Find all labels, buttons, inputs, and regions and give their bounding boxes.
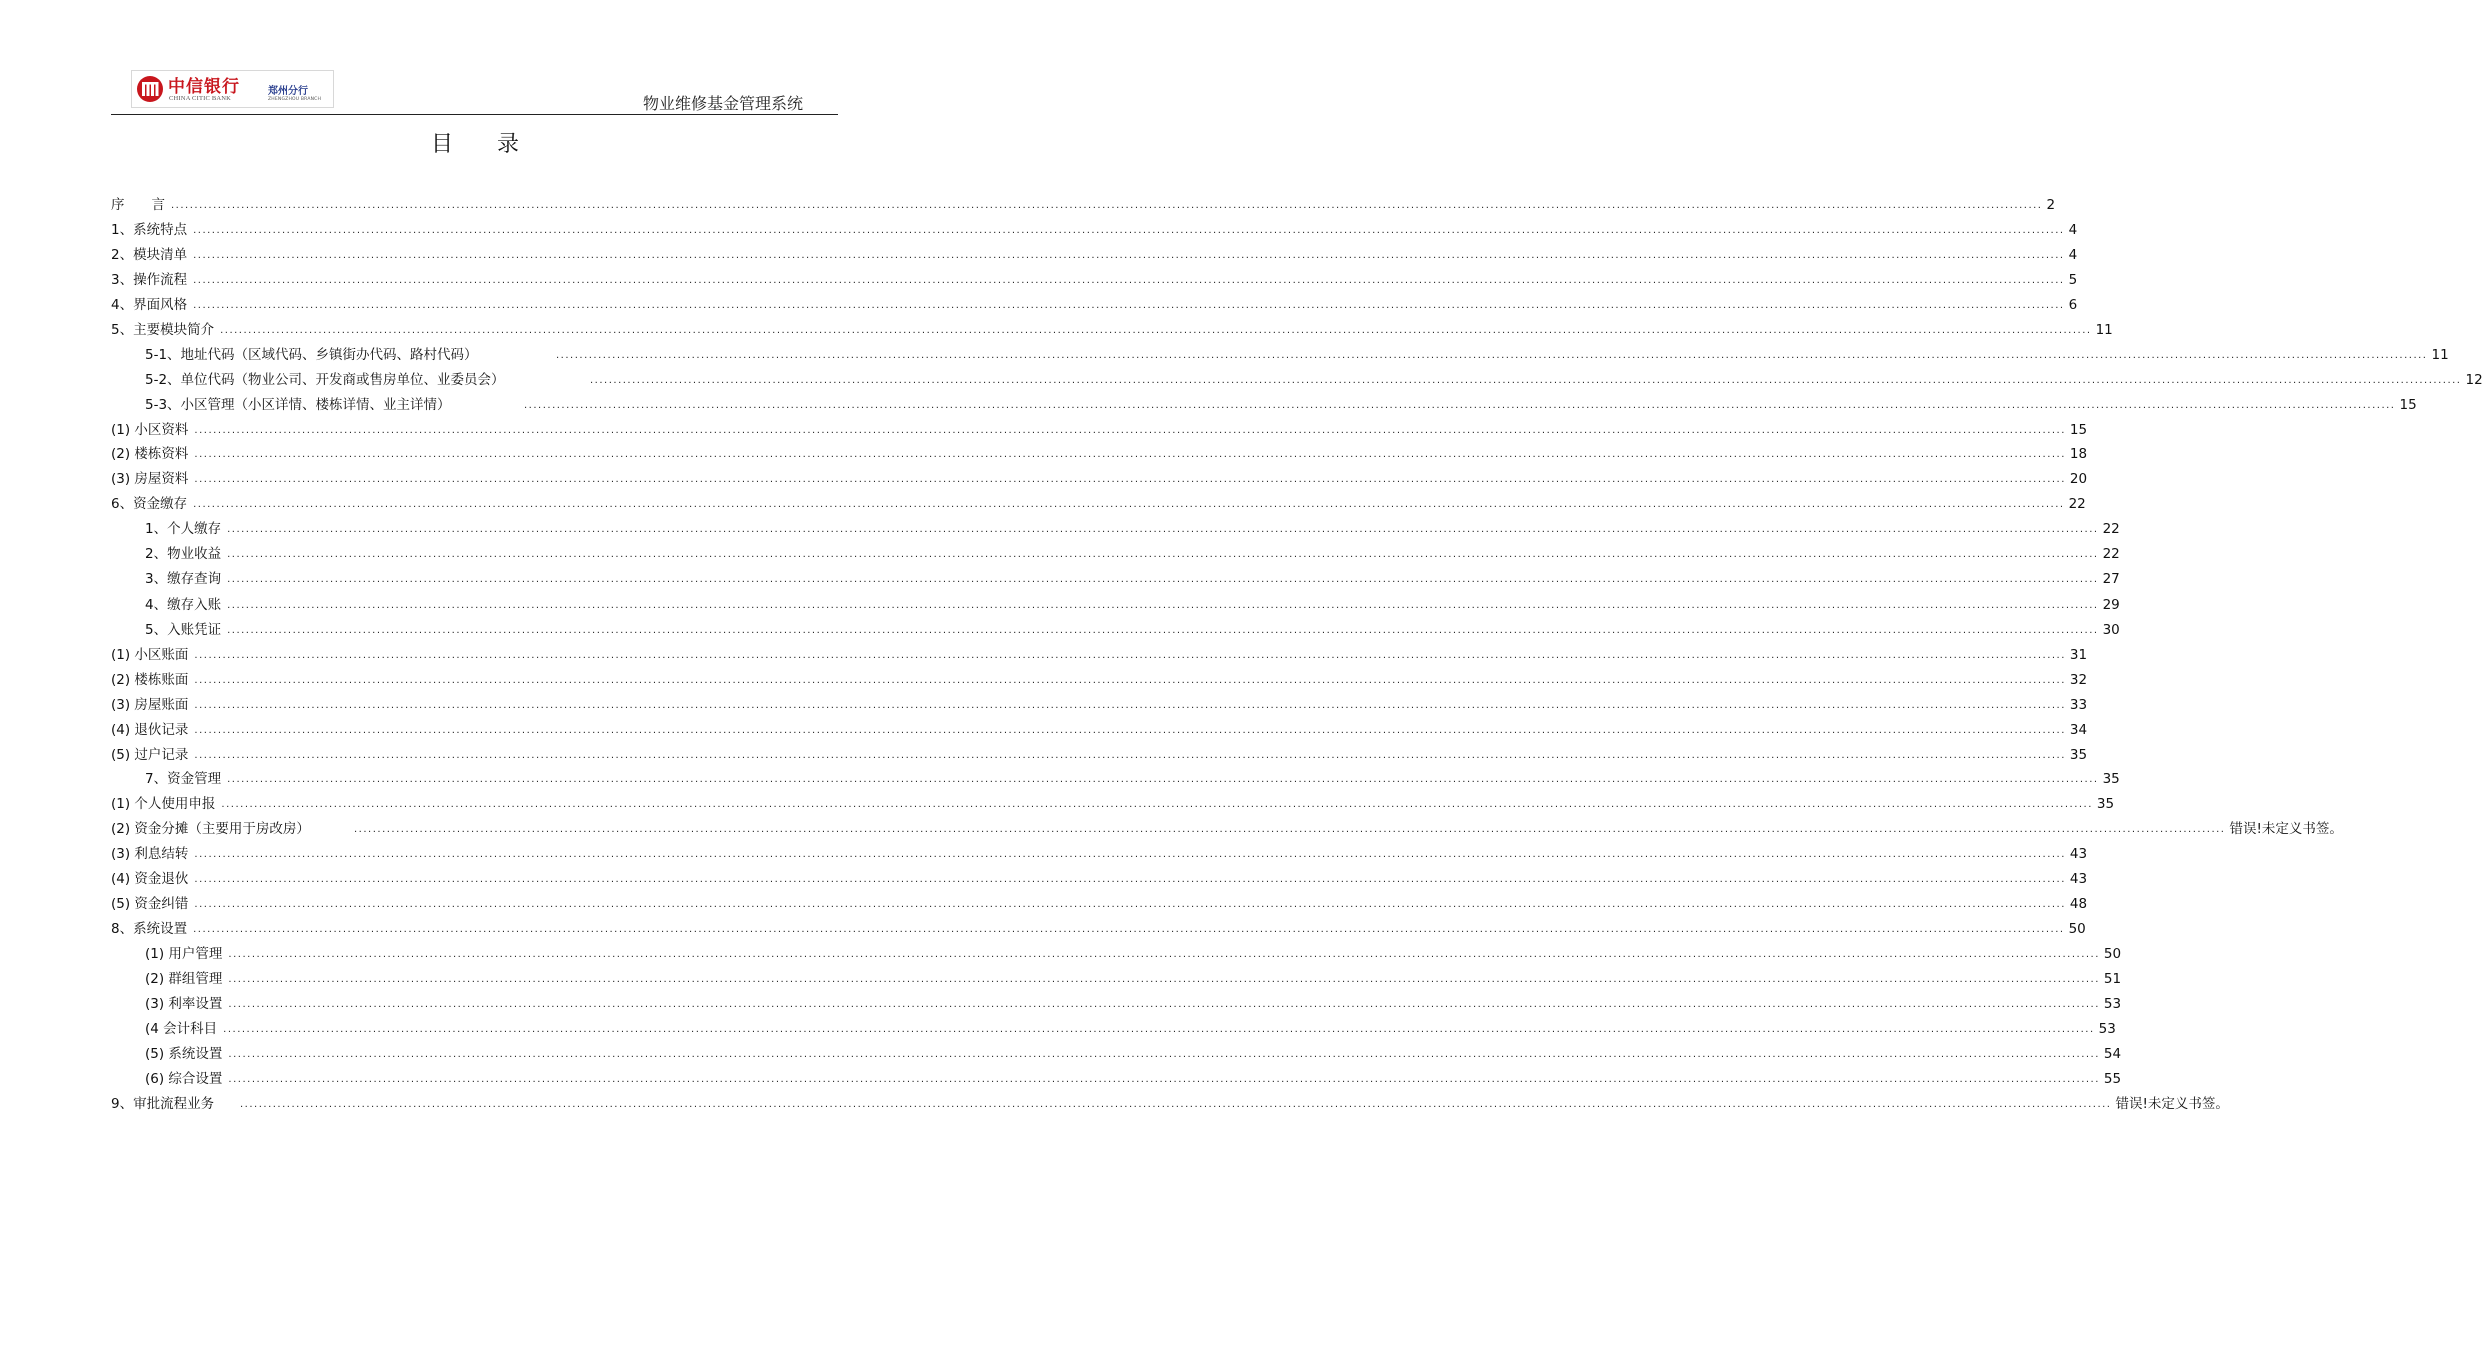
toc-entry-label: (3) 利率设置: [145, 996, 223, 1012]
toc-page-number: 53: [2103, 996, 2122, 1012]
toc-entry-label: 5-3、小区管理（小区详情、楼栋详情、业主详情）: [145, 397, 451, 413]
toc-page-number: 35: [2096, 796, 2115, 812]
toc-dot-leader: ................................................................................................................................................................................................................................................................................................................................................................................................................: [223, 1024, 2095, 1035]
citic-logo-icon: [136, 75, 164, 103]
toc-page-number: 35: [2102, 771, 2120, 787]
toc-entry-label: 6、资金缴存: [111, 496, 188, 512]
toc-page-number: 22: [2068, 496, 2086, 512]
toc-entry-label: 5、主要模块简介: [111, 322, 215, 338]
toc-page-number: 6: [2068, 297, 2078, 313]
toc-dot-leader: ................................................................................................................................................................................................................................................................................................................................................................................................................: [228, 949, 2100, 960]
toc-entry-label: 3、缴存查询: [145, 571, 222, 587]
toc-entry[interactable]: [145, 621, 2120, 639]
toc-entry[interactable]: [111, 221, 2078, 239]
toc-entry-label: (2) 资金分摊（主要用于房改房）: [111, 821, 310, 837]
toc-dot-leader: ................................................................................................................................................................................................................................................................................................................................................................................................................: [227, 524, 2099, 535]
toc-dot-leader: ................................................................................................................................................................................................................................................................................................................................................................................................................: [194, 899, 2066, 910]
toc-entry[interactable]: [145, 995, 2122, 1013]
toc-entry[interactable]: [145, 1070, 2122, 1088]
toc-dot-leader: ................................................................................................................................................................................................................................................................................................................................................................................................................: [193, 225, 2065, 236]
toc-entry-label: 5、入账凭证: [145, 622, 222, 638]
toc-page-number: 22: [2102, 546, 2120, 562]
toc-entry[interactable]: [111, 470, 2088, 488]
toc-page-number: 18: [2069, 446, 2088, 462]
toc-entry[interactable]: [111, 795, 2115, 813]
toc-page-number: 错误!未定义书签。: [2115, 1096, 2229, 1112]
toc-dot-leader: ................................................................................................................................................................................................................................................................................................................................................................................................................: [228, 999, 2100, 1010]
toc-dot-leader: ................................................................................................................................................................................................................................................................................................................................................................................................................: [171, 200, 2043, 211]
toc-entry[interactable]: [111, 820, 2343, 838]
toc-page-number: 32: [2069, 672, 2088, 688]
toc-dot-leader: ................................................................................................................................................................................................................................................................................................................................................................................................................: [194, 675, 2066, 686]
logo-branch-name: 郑州分行: [268, 86, 308, 97]
toc-page-number: 11: [2431, 347, 2449, 363]
toc-page-number: 55: [2103, 1071, 2122, 1087]
toc-entry-label: (2) 群组管理: [145, 971, 223, 987]
toc-page-number: 2: [2046, 197, 2056, 213]
toc-dot-leader: ................................................................................................................................................................................................................................................................................................................................................................................................................: [227, 774, 2099, 785]
toc-page-number: 5: [2068, 272, 2078, 288]
toc-entry[interactable]: [111, 445, 2088, 463]
toc-title: 目录: [430, 132, 563, 157]
toc-entry[interactable]: [111, 321, 2113, 339]
toc-entry[interactable]: [145, 1020, 2116, 1038]
toc-entry-label: (1) 个人使用申报: [111, 796, 216, 812]
toc-page-number: 48: [2069, 896, 2088, 912]
toc-entry[interactable]: [145, 945, 2122, 963]
toc-entry-label: (5) 系统设置: [145, 1046, 223, 1062]
toc-entry-label: 9、审批流程业务: [111, 1096, 215, 1112]
logo-english-name: CHINA CITIC BANK: [169, 95, 232, 102]
toc-dot-leader: ................................................................................................................................................................................................................................................................................................................................................................................................................: [227, 574, 2099, 585]
toc-entry[interactable]: [145, 396, 2417, 414]
toc-page-number: 错误!未定义书签。: [2229, 821, 2343, 837]
toc-dot-leader: ................................................................................................................................................................................................................................................................................................................................................................................................................: [354, 824, 2226, 835]
toc-page-number: 4: [2068, 247, 2078, 263]
toc-entry[interactable]: [111, 246, 2078, 264]
toc-page-number: 15: [2399, 397, 2417, 413]
toc-dot-leader: ................................................................................................................................................................................................................................................................................................................................................................................................................: [220, 325, 2092, 336]
toc-entry-label: (5) 过户记录: [111, 747, 189, 763]
toc-dot-leader: ................................................................................................................................................................................................................................................................................................................................................................................................................: [194, 650, 2066, 661]
toc-page-number: 30: [2102, 622, 2120, 638]
toc-dot-leader: ................................................................................................................................................................................................................................................................................................................................................................................................................: [221, 799, 2093, 810]
toc-entry-label: 1、个人缴存: [145, 521, 222, 537]
logo-chinese-name: 中信银行: [168, 77, 240, 97]
toc-dot-leader: ................................................................................................................................................................................................................................................................................................................................................................................................................: [193, 250, 2065, 261]
bank-logo: [131, 70, 334, 108]
toc-entry-label: 5-2、单位代码（物业公司、开发商或售房单位、业委员会）: [145, 372, 505, 388]
toc-dot-leader: ................................................................................................................................................................................................................................................................................................................................................................................................................: [194, 700, 2066, 711]
toc-entry[interactable]: [145, 545, 2120, 563]
toc-dot-leader: ................................................................................................................................................................................................................................................................................................................................................................................................................: [194, 474, 2066, 485]
toc-dot-leader: ................................................................................................................................................................................................................................................................................................................................................................................................................: [194, 449, 2066, 460]
toc-entry-label: (2) 楼栋资料: [111, 446, 189, 462]
toc-entry[interactable]: [111, 296, 2078, 314]
toc-entry-label: (3) 房屋资料: [111, 471, 189, 487]
toc-page-number: 50: [2103, 946, 2122, 962]
toc-dot-leader: ................................................................................................................................................................................................................................................................................................................................................................................................................: [194, 750, 2066, 761]
toc-page-number: 53: [2098, 1021, 2116, 1037]
toc-entry[interactable]: [111, 696, 2088, 714]
toc-page-number: 11: [2095, 322, 2113, 338]
toc-entry-label: (4) 资金退伙: [111, 871, 189, 887]
toc-dot-leader: ................................................................................................................................................................................................................................................................................................................................................................................................................: [556, 350, 2428, 361]
toc-dot-leader: ................................................................................................................................................................................................................................................................................................................................................................................................................: [240, 1099, 2112, 1110]
toc-entry[interactable]: [145, 520, 2120, 538]
toc-entry[interactable]: [111, 721, 2088, 739]
toc-page-number: 29: [2102, 597, 2120, 613]
toc-dot-leader: ................................................................................................................................................................................................................................................................................................................................................................................................................: [193, 924, 2065, 935]
toc-page-number: 27: [2102, 571, 2120, 587]
toc-page-number: 4: [2068, 222, 2078, 238]
toc-entry-label: (6) 综合设置: [145, 1071, 223, 1087]
toc-dot-leader: ................................................................................................................................................................................................................................................................................................................................................................................................................: [227, 625, 2099, 636]
toc-entry-label: 4、缴存入账: [145, 597, 222, 613]
toc-entry[interactable]: [145, 570, 2120, 588]
toc-entry[interactable]: [145, 371, 2483, 389]
toc-dot-leader: ................................................................................................................................................................................................................................................................................................................................................................................................................: [524, 400, 2396, 411]
logo-branch-english: ZHENGZHOU BRANCH: [268, 97, 322, 102]
toc-entry[interactable]: [111, 495, 2086, 513]
toc-entry-label: (3) 利息结转: [111, 846, 189, 862]
toc-page-number: 34: [2069, 722, 2088, 738]
toc-entry-label: 1、系统特点: [111, 222, 188, 238]
toc-entry[interactable]: [111, 421, 2088, 439]
toc-dot-leader: ................................................................................................................................................................................................................................................................................................................................................................................................................: [228, 974, 2100, 985]
header-divider: [111, 114, 838, 115]
toc-page-number: 43: [2069, 846, 2088, 862]
toc-entry-label: 2、模块清单: [111, 247, 188, 263]
toc-entry[interactable]: [111, 671, 2088, 689]
toc-entry-label: (1) 小区资料: [111, 422, 189, 438]
toc-entry[interactable]: [145, 970, 2122, 988]
toc-dot-leader: ................................................................................................................................................................................................................................................................................................................................................................................................................: [193, 300, 2065, 311]
toc-page-number: 43: [2069, 871, 2088, 887]
toc-dot-leader: ................................................................................................................................................................................................................................................................................................................................................................................................................: [194, 425, 2066, 436]
toc-entry[interactable]: [111, 1095, 2229, 1113]
toc-page-number: 20: [2069, 471, 2088, 487]
toc-page-number: 35: [2069, 747, 2088, 763]
system-name: 物业维修基金管理系统: [642, 94, 803, 113]
toc-dot-leader: ................................................................................................................................................................................................................................................................................................................................................................................................................: [228, 1074, 2100, 1085]
toc-dot-leader: ................................................................................................................................................................................................................................................................................................................................................................................................................: [194, 725, 2066, 736]
toc-entry[interactable]: [111, 870, 2088, 888]
toc-entry[interactable]: [111, 920, 2086, 938]
toc-entry[interactable]: [111, 271, 2078, 289]
toc-entry-label: 7、资金管理: [145, 771, 222, 787]
toc-page-number: 54: [2103, 1046, 2122, 1062]
toc-entry-label: 2、物业收益: [145, 546, 222, 562]
toc-dot-leader: ................................................................................................................................................................................................................................................................................................................................................................................................................: [590, 375, 2462, 386]
toc-entry[interactable]: [111, 646, 2088, 664]
toc-entry-label: 5-1、地址代码（区域代码、乡镇街办代码、路村代码）: [145, 347, 478, 363]
toc-page-number: 50: [2068, 921, 2086, 937]
toc-dot-leader: ................................................................................................................................................................................................................................................................................................................................................................................................................: [227, 600, 2099, 611]
toc-dot-leader: ................................................................................................................................................................................................................................................................................................................................................................................................................: [193, 499, 2065, 510]
toc-entry[interactable]: [145, 770, 2120, 788]
toc-dot-leader: ................................................................................................................................................................................................................................................................................................................................................................................................................: [228, 1049, 2100, 1060]
toc-entry-label: (3) 房屋账面: [111, 697, 189, 713]
toc-entry-label: (1) 小区账面: [111, 647, 189, 663]
toc-dot-leader: ................................................................................................................................................................................................................................................................................................................................................................................................................: [227, 549, 2099, 560]
toc-entry[interactable]: [145, 1045, 2122, 1063]
toc-page-number: 33: [2069, 697, 2088, 713]
toc-page-number: 22: [2102, 521, 2120, 537]
toc-dot-leader: ................................................................................................................................................................................................................................................................................................................................................................................................................: [193, 275, 2065, 286]
toc-entry[interactable]: [111, 196, 2056, 214]
toc-entry-label: (1) 用户管理: [145, 946, 223, 962]
toc-entry-label: (5) 资金纠错: [111, 896, 189, 912]
toc-entry[interactable]: [111, 895, 2088, 913]
toc-entry-label: (4) 退伙记录: [111, 722, 189, 738]
toc-page-number: 51: [2103, 971, 2122, 987]
toc-page-number: 12: [2465, 372, 2483, 388]
toc-entry[interactable]: [111, 746, 2088, 764]
toc-entry-label: (2) 楼栋账面: [111, 672, 189, 688]
toc-entry-label: 4、界面风格: [111, 297, 188, 313]
toc-entry[interactable]: [111, 845, 2088, 863]
toc-entry[interactable]: [145, 346, 2449, 364]
toc-entry[interactable]: [145, 596, 2120, 614]
toc-dot-leader: ................................................................................................................................................................................................................................................................................................................................................................................................................: [194, 874, 2066, 885]
toc-dot-leader: ................................................................................................................................................................................................................................................................................................................................................................................................................: [194, 849, 2066, 860]
toc-entry-label: 8、系统设置: [111, 921, 188, 937]
toc-entry-label: 序 言: [111, 197, 165, 213]
toc-entry-label: (4 会计科目: [145, 1021, 218, 1037]
toc-page-number: 15: [2069, 422, 2088, 438]
toc-entry-label: 3、操作流程: [111, 272, 188, 288]
toc-page-number: 31: [2069, 647, 2088, 663]
